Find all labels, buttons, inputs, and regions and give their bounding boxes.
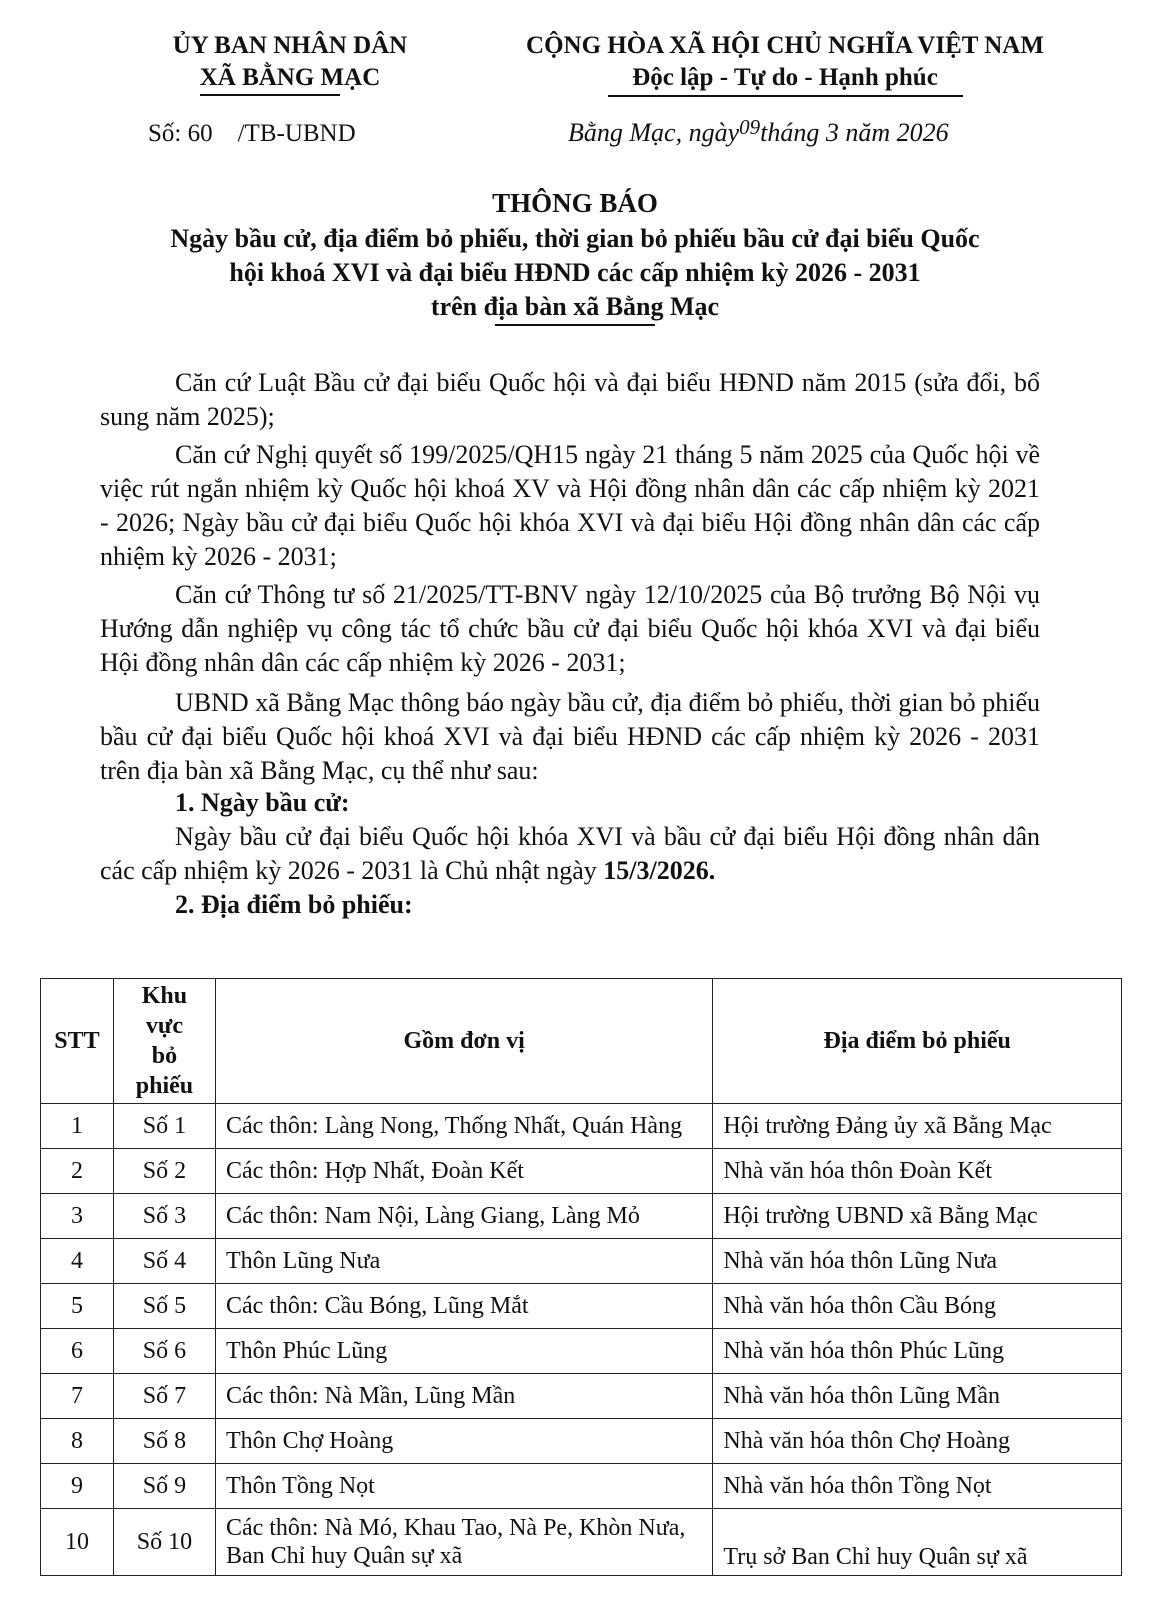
table-row <box>41 1194 1122 1239</box>
legal-basis-1-text: Căn cứ Luật Bầu cử đại biểu Quốc hội và đại biểu HĐND năm 2015 (sửa đổi, bổ sung năm 2025); <box>100 368 1040 431</box>
nation-title: CỘNG HÒA XÃ HỘI CHỦ NGHĨA VIỆT NAM <box>526 32 1044 59</box>
table-row <box>41 1149 1122 1194</box>
cell-stt: 10 <box>41 1509 114 1576</box>
cell-units: Các thôn: Nam Nội, Làng Giang, Làng Mỏ <box>215 1194 712 1239</box>
cell-units: Thôn Chợ Hoàng <box>215 1419 712 1464</box>
table-row <box>41 1374 1122 1419</box>
cell-units: Thôn Phúc Lũng <box>215 1329 712 1374</box>
cell-units: Các thôn: Nà Mần, Lũng Mần <box>215 1374 712 1419</box>
table-row <box>41 1509 1122 1576</box>
legal-basis-3-text: Căn cứ Thông tư số 21/2025/TT-BNV ngày 12/10/2025 của Bộ trưởng Bộ Nội vụ Hướng dẫn nghiệp vụ công tác tổ chức bầu cử đại biểu Quốc hội khóa XVI và đại biểu Hội đồng nhân dân các cấp nhiệm kỳ 2026 - 2031; <box>100 580 1040 677</box>
cell-location: Nhà văn hóa thôn Lũng Mần <box>713 1374 1122 1419</box>
announcement-intro <box>100 686 1040 788</box>
issuer-line-1: ỦY BAN NHÂN DÂN <box>172 32 408 59</box>
cell-stt: 8 <box>41 1419 114 1464</box>
cell-location: Nhà văn hóa thôn Lũng Nưa <box>713 1239 1122 1284</box>
cell-location: Nhà văn hóa thôn Đoàn Kết <box>713 1149 1122 1194</box>
document-number: Số: 60 /TB-UBND <box>148 120 356 147</box>
cell-area: Số 10 <box>113 1509 215 1576</box>
document-title: THÔNG BÁO <box>492 188 658 218</box>
motto-underline <box>608 95 963 97</box>
cell-location: Nhà văn hóa thôn Tồng Nọt <box>713 1464 1122 1509</box>
legal-basis-2-text: Căn cứ Nghị quyết số 199/2025/QH15 ngày 21 tháng 5 năm 2025 của Quốc hội về việc rút ngắn nhiệm kỳ Quốc hội khoá XV và Hội đồng nhân dân các cấp nhiệm kỳ 2021 - 2026; Ngày bầu cử đại biểu Quốc hội khóa XVI và đại biểu Hội đồng nhân dân các cấp nhiệm kỳ 2026 - 2031; <box>100 440 1040 571</box>
subject-line-2: hội khoá XVI và đại biểu HĐND các cấp nhiệm kỳ 2026 - 2031 <box>229 258 921 287</box>
header-location: Địa điểm bỏ phiếu <box>713 979 1122 1104</box>
date-prefix: Bằng Mạc, ngày <box>568 118 740 147</box>
cell-location: Hội trường UBND xã Bằng Mạc <box>713 1194 1122 1239</box>
cell-area: Số 2 <box>113 1149 215 1194</box>
header-units: Gồm đơn vị <box>215 979 712 1104</box>
table-header-row <box>41 979 1122 1104</box>
issuer-line-2: XÃ BẰNG MẠC <box>199 64 381 91</box>
cell-area: Số 3 <box>113 1194 215 1239</box>
header-area-line-3: bỏ <box>151 1043 178 1069</box>
announcement-intro-text: UBND xã Bằng Mạc thông báo ngày bầu cử, địa điểm bỏ phiếu, thời gian bỏ phiếu bầu cử đại biểu Quốc hội khoá XVI và đại biểu HĐND các cấp nhiệm kỳ 2026 - 2031 trên địa bàn xã Bằng Mạc, cụ thể như sau: <box>100 688 1040 785</box>
cell-units: Các thôn: Làng Nong, Thống Nhất, Quán Hàng <box>215 1104 712 1149</box>
date-suffix: tháng 3 năm 2026 <box>760 118 949 147</box>
nation-motto: Độc lập - Tự do - Hạnh phúc <box>632 64 938 91</box>
legal-basis-3 <box>100 578 1040 680</box>
cell-units: Các thôn: Nà Mó, Khau Tao, Nà Pe, Khòn Nưa, Ban Chỉ huy Quân sự xã <box>215 1509 712 1576</box>
section-1-text <box>100 820 1040 888</box>
legal-basis-1 <box>100 366 1040 434</box>
cell-area: Số 1 <box>113 1104 215 1149</box>
cell-stt: 7 <box>41 1374 114 1419</box>
table-row <box>41 1329 1122 1374</box>
header-stt: STT <box>41 979 114 1104</box>
cell-units: Các thôn: Cầu Bóng, Lũng Mắt <box>215 1284 712 1329</box>
header-area-line-4: phiếu <box>135 1073 194 1099</box>
date-day: 09 <box>739 115 761 139</box>
cell-location: Nhà văn hóa thôn Phúc Lũng <box>713 1329 1122 1374</box>
section-2-heading: 2. Địa điểm bỏ phiếu: <box>175 890 413 919</box>
cell-stt: 9 <box>41 1464 114 1509</box>
cell-area: Số 4 <box>113 1239 215 1284</box>
table-row <box>41 1104 1122 1149</box>
table-row <box>41 1464 1122 1509</box>
election-date: 15/3/2026. <box>603 856 716 885</box>
issuer-underline <box>200 94 340 96</box>
cell-units: Các thôn: Hợp Nhất, Đoàn Kết <box>215 1149 712 1194</box>
cell-area: Số 5 <box>113 1284 215 1329</box>
table-row <box>41 1419 1122 1464</box>
header-area <box>113 979 215 1104</box>
cell-stt: 2 <box>41 1149 114 1194</box>
cell-units: Thôn Tồng Nọt <box>215 1464 712 1509</box>
header-area-line-2: vực <box>145 1013 183 1039</box>
subject-line-3: trên địa bàn xã Bằng Mạc <box>430 292 720 321</box>
cell-stt: 3 <box>41 1194 114 1239</box>
document-date <box>568 115 949 148</box>
legal-basis-2 <box>100 438 1040 574</box>
section-1-body: Ngày bầu cử đại biểu Quốc hội khóa XVI và bầu cử đại biểu Hội đồng nhân dân các cấp nhiệm kỳ 2026 - 2031 là Chủ nhật ngày <box>100 822 1040 885</box>
cell-area: Số 7 <box>113 1374 215 1419</box>
table-row <box>41 1239 1122 1284</box>
title-underline <box>495 324 655 326</box>
cell-area: Số 8 <box>113 1419 215 1464</box>
cell-area: Số 6 <box>113 1329 215 1374</box>
cell-location: Nhà văn hóa thôn Cầu Bóng <box>713 1284 1122 1329</box>
header-area-line-1: Khu <box>141 983 188 1009</box>
cell-stt: 4 <box>41 1239 114 1284</box>
cell-stt: 5 <box>41 1284 114 1329</box>
cell-stt: 1 <box>41 1104 114 1149</box>
cell-units: Thôn Lũng Nưa <box>215 1239 712 1284</box>
section-1-heading: 1. Ngày bầu cử: <box>175 788 350 817</box>
cell-area: Số 9 <box>113 1464 215 1509</box>
table-row <box>41 1284 1122 1329</box>
cell-location: Trụ sở Ban Chỉ huy Quân sự xã <box>713 1509 1122 1576</box>
subject-line-1: Ngày bầu cử, địa điểm bỏ phiếu, thời gian bỏ phiếu bầu cử đại biểu Quốc <box>170 224 980 253</box>
cell-location: Nhà văn hóa thôn Chợ Hoàng <box>713 1419 1122 1464</box>
cell-stt: 6 <box>41 1329 114 1374</box>
cell-location: Hội trường Đảng ủy xã Bằng Mạc <box>713 1104 1122 1149</box>
polling-stations-table <box>40 978 1122 1576</box>
